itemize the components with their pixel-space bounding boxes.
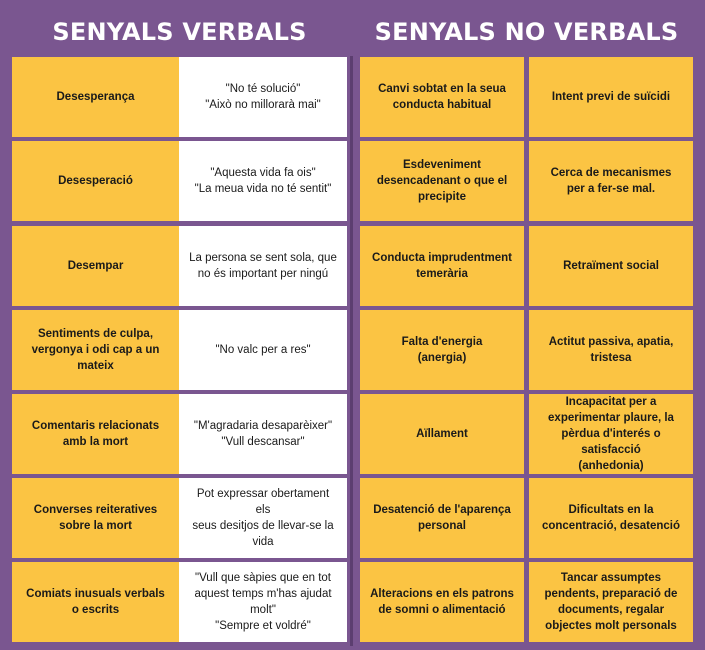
verbal-example-cell: "Vull que sàpies que en tot aquest temps m'has ajudat molt" "Sempre et voldré" [179,562,347,642]
nonverbal-cell: Aïllament [360,394,524,474]
nonverbal-signals-heading: SENYALS NO VERBALS [374,18,679,46]
verbal-label-cell: Sentiments de culpa, vergonya i odi cap a un mateix [12,310,179,390]
verbal-example-cell: La persona se sent sola, que no és important per ningú [179,226,347,306]
verbal-example-cell: Pot expressar obertament els seus desitjos de llevar-se la vida [179,478,347,558]
nonverbal-cell: Incapacitat per a experimentar plaure, la pèrdua d'interés o satisfacció (anhedonia) [529,394,693,474]
nonverbal-cell: Canvi sobtat en la seua conducta habitual [360,57,524,137]
verbal-label-cell: Desempar [12,226,179,306]
nonverbal-cell: Esdeveniment desencadenant o que el precipite [360,141,524,221]
column-divider [350,56,353,646]
nonverbal-cell: Alteracions en els patrons de somni o alimentació [360,562,524,642]
nonverbal-cell: Actitut passiva, apatia, tristesa [529,310,693,390]
verbal-label-cell: Converses reiteratives sobre la mort [12,478,179,558]
verbal-example-cell: "No valc per a res" [179,310,347,390]
verbal-example-cell: "No té solució" "Això no millorarà mai" [179,57,347,137]
nonverbal-cell: Falta d'energia (anergia) [360,310,524,390]
verbal-example-cell: "Aquesta vida fa ois" "La meua vida no té sentit" [179,141,347,221]
nonverbal-cell: Dificultats en la concentració, desatenció [529,478,693,558]
nonverbal-cell: Desatenció de l'aparença personal [360,478,524,558]
verbal-signals-heading: SENYALS VERBALS [52,18,307,46]
verbal-example-cell: "M'agradaria desaparèixer" "Vull descansar" [179,394,347,474]
verbal-label-cell: Desesperació [12,141,179,221]
verbal-label-cell: Comiats inusuals verbals o escrits [12,562,179,642]
verbal-label-cell: Comentaris relacionats amb la mort [12,394,179,474]
nonverbal-cell: Intent previ de suïcidi [529,57,693,137]
nonverbal-cell: Cerca de mecanismes per a fer-se mal. [529,141,693,221]
verbal-label-cell: Desesperança [12,57,179,137]
nonverbal-cell: Retraïment social [529,226,693,306]
nonverbal-cell: Conducta imprudentment temerària [360,226,524,306]
nonverbal-cell: Tancar assumptes pendents, preparació de documents, regalar objectes molt personals [529,562,693,642]
